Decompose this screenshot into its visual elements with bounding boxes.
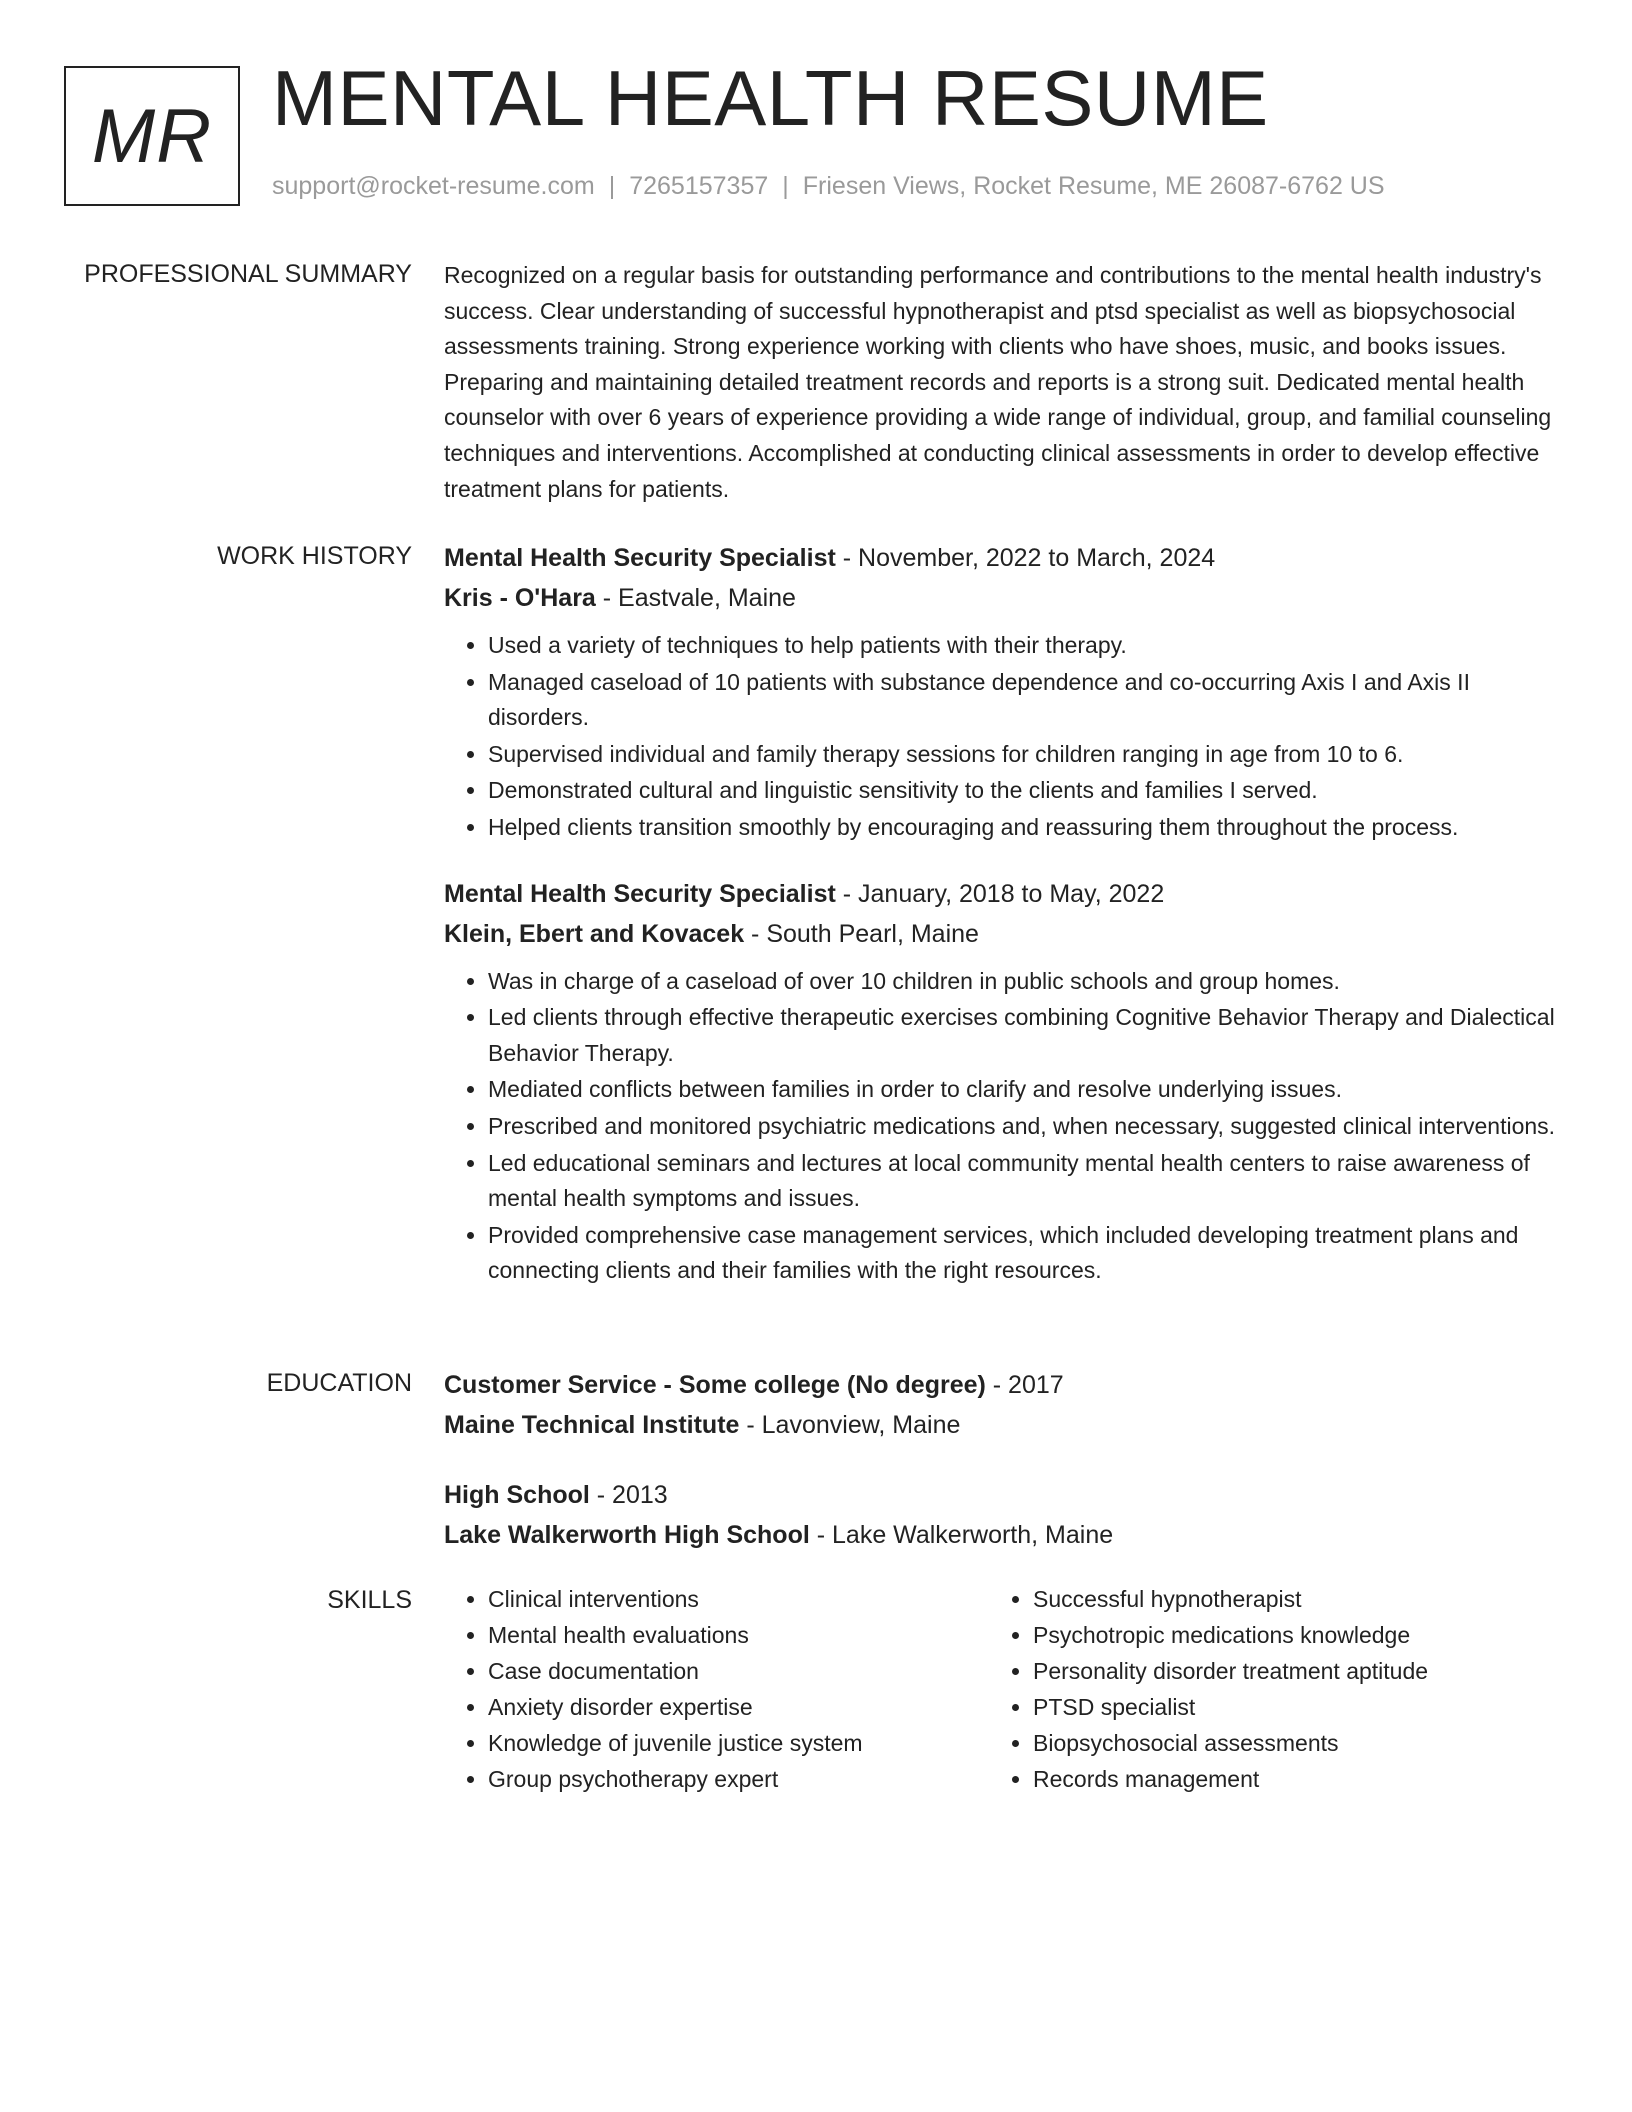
job-company: Klein, Ebert and Kovacek [444, 919, 745, 948]
job-location: - South Pearl, Maine [744, 919, 979, 948]
work-history-heading: WORK HISTORY [217, 542, 412, 570]
education-entry [444, 1365, 1556, 1445]
skill-item: • Group psychotherapy expert [488, 1762, 989, 1798]
monogram-box [64, 66, 240, 206]
job-company-line [444, 914, 1556, 954]
list-item: • Managed caseload of 10 patients with substance dependence and co-occurring Axis I and Axis II disorders. [488, 665, 1556, 736]
skills-columns [444, 1582, 1556, 1797]
summary-heading: PROFESSIONAL SUMMARY [84, 260, 412, 288]
skill-item: • Knowledge of juvenile justice system [488, 1726, 989, 1762]
job-entry [444, 874, 1556, 1289]
education-degree: Customer Service - Some college (No degree) [444, 1371, 986, 1399]
education-location: - Lake Walkerworth, Maine [809, 1521, 1114, 1549]
summary-text: Recognized on a regular basis for outstanding performance and contributions to the mental health industry's success. Clear understanding of successful hypnotherapist and ptsd specialist as well as biopsychosocial assessments training. Strong experience working with clients who have shoes, music, and books issues. Preparing and maintaining detailed treatment records and reports is a strong suit. Dedicated mental health counselor with over 6 years of experience providing a wide range of individual, group, and familial counseling techniques and interventions. Accomplished at conducting clinical assessments in order to develop effective treatment plans for patients. [444, 262, 1552, 502]
job-role: Mental Health Security Specialist [444, 544, 836, 572]
contact-separator: | [782, 172, 789, 200]
list-item: • Mediated conflicts between families in order to clarify and resolve underlying issues. [488, 1072, 1556, 1108]
job-dates: - January, 2018 to May, 2022 [835, 879, 1165, 908]
list-item: • Was in charge of a caseload of over 10 children in public schools and group homes. [488, 964, 1556, 1000]
list-item: • Supervised individual and family therapy sessions for children ranging in age from 10 to 6. [488, 737, 1556, 773]
skills-list [444, 1582, 989, 1797]
skills-heading: SKILLS [327, 1586, 412, 1614]
job-location: - Eastvale, Maine [595, 584, 796, 612]
skill-item: • Successful hypnotherapist [1033, 1582, 1534, 1618]
education-degree: High School [444, 1481, 590, 1509]
job-company-line [444, 578, 1556, 618]
education-school: Lake Walkerworth High School [444, 1521, 810, 1549]
list-item: • Prescribed and monitored psychiatric medications and, when necessary, suggested clinical interventions. [488, 1109, 1556, 1145]
education-school: Maine Technical Institute [444, 1411, 740, 1439]
list-item: • Led clients through effective therapeutic exercises combining Cognitive Behavior Therapy and Dialectical Behavior Therapy. [488, 1000, 1556, 1071]
job-entry [444, 538, 1556, 846]
job-company: Kris - O'Hara [444, 584, 596, 612]
skill-item: • Mental health evaluations [488, 1618, 989, 1654]
education-degree-line [444, 1365, 1556, 1405]
education-school-line [444, 1515, 1556, 1555]
contact-phone: 7265157357 [629, 172, 769, 200]
education-entry [444, 1475, 1556, 1555]
list-item: • Led educational seminars and lectures at local community mental health centers to raise awareness of mental health symptoms and issues. [488, 1146, 1556, 1217]
skill-item: • Clinical interventions [488, 1582, 989, 1618]
list-item: • Used a variety of techniques to help patients with their therapy. [488, 628, 1556, 664]
resume-title: MENTAL HEALTH RESUME [272, 54, 1269, 142]
education-heading: EDUCATION [266, 1369, 412, 1397]
education-school-line [444, 1405, 1556, 1445]
job-title-line [444, 538, 1556, 578]
contact-email: support@rocket-resume.com [272, 172, 595, 200]
education-location: - Lavonview, Maine [739, 1411, 961, 1439]
job-dates: - November, 2022 to March, 2024 [835, 544, 1216, 572]
education-degree-line [444, 1475, 1556, 1515]
job-bullets [444, 964, 1556, 1289]
education-year: - 2017 [985, 1371, 1064, 1399]
list-item: • Helped clients transition smoothly by encouraging and reassuring them throughout the process. [488, 810, 1556, 846]
list-item: • Provided comprehensive case management services, which included developing treatment plans and connecting clients and their families with the right resources. [488, 1218, 1556, 1289]
skill-item: • Psychotropic medications knowledge [1033, 1618, 1534, 1654]
skill-item: • Anxiety disorder expertise [488, 1690, 989, 1726]
contact-address: Friesen Views, Rocket Resume, ME 26087-6762 US [802, 172, 1385, 200]
skills-list [989, 1582, 1534, 1797]
skill-item: • Case documentation [488, 1654, 989, 1690]
skills-column-right [989, 1582, 1534, 1797]
job-title-line [444, 874, 1556, 914]
skills-column-left [444, 1582, 989, 1797]
contact-separator: | [608, 172, 616, 200]
job-bullets [444, 628, 1556, 846]
skill-item: • Biopsychosocial assessments [1033, 1726, 1534, 1762]
skill-item: • Personality disorder treatment aptitude [1033, 1654, 1534, 1690]
list-item: • Demonstrated cultural and linguistic sensitivity to the clients and families I served. [488, 773, 1556, 809]
skill-item: • PTSD specialist [1033, 1690, 1534, 1726]
contact-line [272, 172, 1385, 201]
skill-item: • Records management [1033, 1762, 1534, 1798]
job-role: Mental Health Security Specialist [444, 879, 836, 908]
education-year: - 2013 [589, 1481, 668, 1509]
monogram-initials: MR [91, 93, 213, 179]
